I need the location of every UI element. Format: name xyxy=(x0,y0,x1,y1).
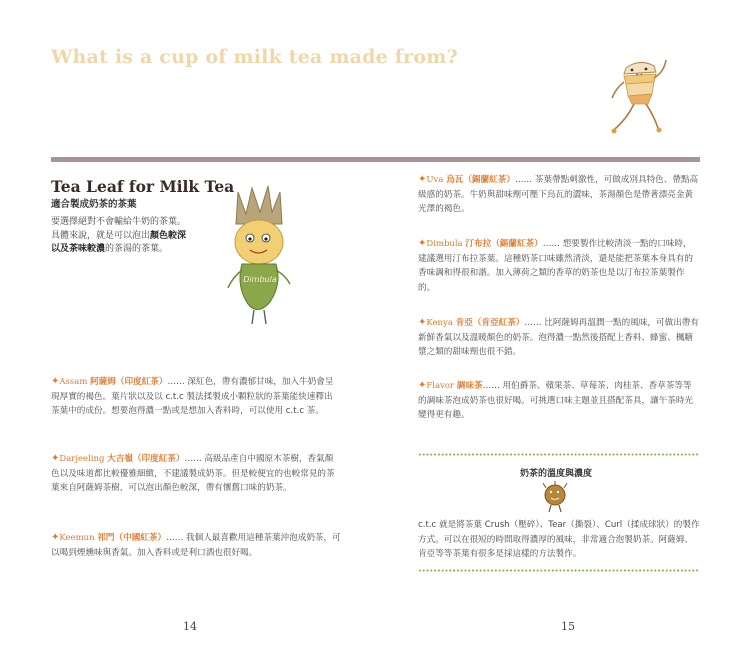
star-icon: ✦ xyxy=(418,174,427,185)
tea-entry-uva: ✦Uva 烏瓦（錫蘭紅茶）…… 茶葉帶點刺激性，可做成別具特色、帶點高級感的奶茶。牛奶與甜味劑可壓下烏瓦的澀味，茶湯顏色是帶著漂亮金黃光澤的褐色。 xyxy=(418,174,699,214)
star-icon: ✦ xyxy=(418,380,427,391)
section-title: Tea Leaf for Milk Tea xyxy=(51,177,235,196)
dotted-divider-top xyxy=(418,453,700,456)
tea-entry-flavor: ✦Flavor 調味茶…… 用伯爵茶、蘋果茶、草莓茶、肉桂茶、香草茶等等的調味茶泡成奶茶也很好喝。可挑選口味主題並且搭配茶具，讓午茶時光變得更有趣。 xyxy=(418,380,694,420)
tea-entry-darjeeling: ✦Darjeeling 大吉嶺（印度紅茶）…… 高級品產自中國原木茶樹，香氣顏色以及味道都比較優雅細緻，不建議製成奶茶。但是較便宜的也較常見的茶葉來自阿薩姆茶樹，可以泡出顏色較深，帶有懷舊口味的奶茶。 xyxy=(51,453,335,493)
page-number-left: 14 xyxy=(183,620,197,633)
dotted-divider-bottom xyxy=(418,569,700,572)
header-divider xyxy=(51,157,700,162)
box-title: 奶茶的溫度與濃度 xyxy=(520,469,593,479)
tea-entry-keemun: ✦Keemun 祁門（中國紅茶）…… 我個人最喜歡用這種茶葉沖泡成奶茶，可以喝到煙燻味與香氣。加入香料或是利口酒也很好喝。 xyxy=(51,532,341,558)
svg-text:Dimbula: Dimbula xyxy=(243,275,277,284)
section-subtitle: 適合製成奶茶的茶葉 xyxy=(51,199,137,210)
intro-paragraph: 要選擇絕對不會輸給牛奶的茶葉。 具體來說，就是可以泡出顏色較深 以及茶味較濃的茶湯的茶葉。 xyxy=(51,217,187,254)
star-icon: ✦ xyxy=(418,317,427,328)
star-icon: ✦ xyxy=(51,532,60,543)
star-icon: ✦ xyxy=(418,238,427,249)
page-number-right: 15 xyxy=(561,620,575,633)
cookie-character-illustration xyxy=(540,480,570,514)
star-icon: ✦ xyxy=(51,453,60,464)
milk-tea-character-illustration xyxy=(606,54,676,146)
tea-leaf-character-illustration xyxy=(218,184,308,334)
page-title: What is a cup of milk tea made from? xyxy=(51,46,458,68)
box-text: c.t.c 就是將茶葉 Crush（壓碎）、Tear（撕裂）、Curl（揉成球狀）的製作方式。可以在很短的時間取得濃厚的風味，非常適合泡製奶茶。阿薩姆、肯亞等等茶葉有很多是採這樣的方法製作。 xyxy=(418,520,700,559)
tea-entry-kenya: ✦Kenya 肯亞（肯亞紅茶）…… 比阿薩姆再溫潤一點的風味，可做出帶有新鮮香氣以及溫暖顏色的奶茶。泡得濃一點然後搭配上香料、蜂蜜、楓糖漿之類的甜味劑也很不錯。 xyxy=(418,317,699,357)
star-icon: ✦ xyxy=(51,376,60,387)
tea-entry-assam: ✦Assam 阿薩姆（印度紅茶）…… 深紅色，帶有濃郁甘味，加入牛奶會呈現厚實的褐色。葉片狀以及以 c.t.c 製法揉製成小顆粒狀的茶葉能快速釋出茶葉中的成份。想要泡得濃一點或是想加入香料時，可以使用 c.t.c 茶。 xyxy=(51,376,334,416)
tea-entry-dimbula: ✦Dimbula 汀布拉（錫蘭紅茶）…… 想要製作比較清淡一點的口味時，建議選用汀布拉茶葉。這種奶茶口味雖然清淡，還是能把茶葉本身具有的香味調和得很和諧。加入薄荷之類的香草的奶茶也是以汀布拉茶葉製作的。 xyxy=(418,238,694,293)
